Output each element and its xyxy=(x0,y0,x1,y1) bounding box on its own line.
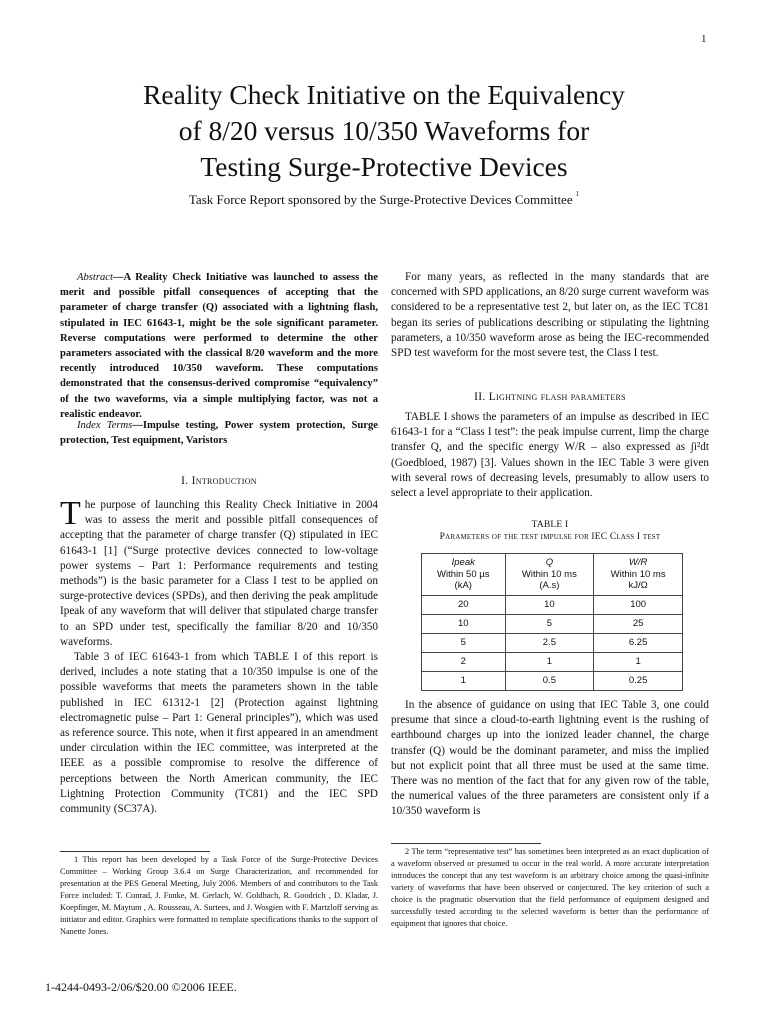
header-ipeak-symbol: Ipeak xyxy=(451,557,475,568)
header-wr-symbol: W/R xyxy=(628,557,648,568)
section-1-paragraph-2: Table 3 of IEC 61643-1 from which TABLE I of this report is derived, includes a note stating that a 10/350 impulse is one of the possible waveforms that meets the parameters shown in the table published in IEC 61312-1 [2] (Protection against lightning electromagnetic pulse – Part 1: General principles”), which was used as reference source. This note, when it first appeared in an amendment under circulation within the IEC committee, was interpreted at the IEEE as a possible compromise to resolve the difference of perceptions between the North American community, the IEC Lightning Protection Community (TC81) and the IEC SPD community (SC37A). xyxy=(60,651,378,816)
section-2-numeral: II. xyxy=(474,391,486,403)
footnote-rule-left xyxy=(60,851,210,852)
subtitle-footnote-mark: 1 xyxy=(575,190,580,198)
title-line-2: of 8/20 versus 10/350 Waveforms for xyxy=(178,115,590,146)
table-header-row xyxy=(422,554,683,596)
header-wr-unit: kJ/Ω xyxy=(628,580,648,591)
footnote-2 xyxy=(391,846,709,930)
table-cell: 1 xyxy=(422,671,506,690)
section-2-title: Lightning flash parameters xyxy=(488,391,626,403)
right-intro xyxy=(391,270,709,361)
footnote-1-text: 1 This report has been developed by a Task Force of the Surge-Protective Devices Committee – Working Group 3.6.4 on Surge Characterization, and recommended for presentation at the PES General Meeting, July 2006. Members of and contributors to the Task Force included: T. Conrad, J. Funke, M. Gerlach, W. Goldbach, R. Goodrich , D. Kladar, J. Koepfinger, M. Maytum , A. Rousseau, A. Surtees, and J. Wosgien with F. Martzloff serving as initiator and editor. Graphics were formatted to template specifications thanks to the support of Nanette Jones. xyxy=(60,855,378,936)
page-number: 1 xyxy=(701,33,707,45)
abstract xyxy=(60,270,378,422)
table-cell: 0.25 xyxy=(594,671,683,690)
table-row xyxy=(422,652,683,671)
table-cell: 5 xyxy=(505,614,594,633)
index-terms-text: —Impulse testing, Power system protection, Surge protection, Test equipment, Varistors xyxy=(60,420,378,447)
section-1-title: Introduction xyxy=(191,475,257,487)
drop-cap: T xyxy=(60,495,81,532)
section-1-heading xyxy=(60,474,378,489)
table-cell: 100 xyxy=(594,595,683,614)
table-row xyxy=(422,614,683,633)
title-line-1: Reality Check Initiative on the Equivalency xyxy=(143,79,625,110)
table-cell: 2.5 xyxy=(505,633,594,652)
header-q-unit: (A.s) xyxy=(539,580,560,591)
table-label: TABLE I xyxy=(531,520,569,530)
header-ipeak-unit: (kA) xyxy=(454,580,472,591)
table-cell: 0.5 xyxy=(505,671,594,690)
header-q-window: Within 10 ms xyxy=(521,568,577,580)
table-cell: 5 xyxy=(422,633,506,652)
table-cell: 2 xyxy=(422,652,506,671)
right-intro-paragraph: For many years, as reflected in the many standards that are concerned with SPD applications, an 8/20 surge current waveform was considered to be a representative test 2, but later on, as the IEC TC81 began its series of publications describing or stipulating the lightning parameters, a 10/350 waveform arose as being the IEC-recommended SPD test waveform for the most severe test, the Class I test. xyxy=(391,271,709,360)
title-line-3: Testing Surge-Protective Devices xyxy=(200,151,568,182)
header-wr xyxy=(594,554,683,596)
copyright-footer: 1-4244-0493-2/06/$20.00 ©2006 IEEE. xyxy=(45,980,237,994)
footnote-rule-right xyxy=(391,843,541,844)
header-q-symbol: Q xyxy=(545,557,554,568)
header-ipeak xyxy=(422,554,506,596)
header-ipeak-window: Within 50 µs xyxy=(437,568,490,580)
index-terms xyxy=(60,418,378,448)
table-caption: Parameters of the test impulse for IEC Class I test xyxy=(439,532,661,542)
table-cell: 10 xyxy=(505,595,594,614)
table-row xyxy=(422,633,683,652)
table-cell: 25 xyxy=(594,614,683,633)
footnote-2-text: 2 The term “representative test” has sometimes been interpreted as an exact duplication of a waveform observed or presumed to occur in the real world. A more accurate interpretation introduces the concept that any test waveform is an arbitrary choice among the quasi-infinite variety of waveforms that have been observed or conjectured. The key criterion of such a choice is the pragmatic observation that the field performance of equipment designed and successfully tested according to the selected waveform is better than the performance of equipment that ignores that choice. xyxy=(391,847,709,928)
section-1-numeral: I. xyxy=(181,475,189,487)
table-row xyxy=(422,671,683,690)
subtitle xyxy=(0,192,768,208)
table-cell: 20 xyxy=(422,595,506,614)
table-row xyxy=(422,595,683,614)
header-q xyxy=(505,554,594,596)
section-1-body xyxy=(60,495,378,817)
abstract-lead: Abstract xyxy=(77,272,113,283)
parameters-table xyxy=(421,553,683,691)
header-wr-window: Within 10 ms xyxy=(610,568,666,580)
footnote-1 xyxy=(60,854,378,938)
index-terms-lead: Index Terms xyxy=(77,420,133,431)
abstract-text: —A Reality Check Initiative was launched to assess the merit and possible pitfall consequences of accepting that the parameter of charge transfer (Q) associated with a lightning flash, stipulated in IEC 61643-1, might be the sole significant parameter. Reverse computations were performed to determine the other parameters associated with the classical 8/20 waveform and the more recently introduced 10/350 waveform. These computations demonstrated that the consensus-derived compromise “equivalency” of the two waveforms, via a simple multiplying factor, was not a realistic endeavor. xyxy=(60,272,378,420)
right-after-table xyxy=(391,698,709,820)
paper-title xyxy=(0,77,768,185)
table-cell: 1 xyxy=(594,652,683,671)
section-2-paragraph-1: TABLE I shows the parameters of an impulse as described in IEC 61643-1 for a “Class I test”: the peak impulse current, Iimp the charge transfer Q, and the specific energy W/R – also expressed as ∫i²dt (Goedbloed, 1987) [3]. Values shown in the IEC Table 3 were given with several rows of decreasing levels, presumably to allow users to select a level appropriate to their application. xyxy=(391,411,709,500)
table-cell: 6.25 xyxy=(594,633,683,652)
section-1-paragraph-1: he purpose of launching this Reality Check Initiative in 2004 was to assess the merit and possible pitfall consequences of accepting that the parameter of charge transfer (Q) stipulated in IEC 61643-1 [1] (“Surge protective devices connected to low-voltage power systems – Part 1: Performance requirements and testing methods”) is the basic parameter for a Class I test to be applied on surge-protective devices (SPDs), and then deriving the peak amplitude Ipeak of any waveform that will deliver that stipulated charge transfer to an SPD under test, specifically the familiar 8/20 and 10/350 waveforms. xyxy=(60,499,378,648)
right-after-table-paragraph: In the absence of guidance on using that IEC Table 3, one could presume that since a cloud-to-earth lightning event is the rushing of earthbound charges up into the ionized leader channel, the charge transfer (Q) would be the dominant parameter, and miss the implied but not explicit point that all three must be used at the same time. There was no mention of the fact that for any given row of the table, the numerical values of the three parameters are consistent only if a 10/350 waveform is xyxy=(391,699,709,818)
subtitle-text: Task Force Report sponsored by the Surge-Protective Devices Committee xyxy=(188,192,573,207)
section-2-body xyxy=(391,410,709,501)
section-2-heading xyxy=(391,390,709,405)
table-cell: 10 xyxy=(422,614,506,633)
table-cell: 1 xyxy=(505,652,594,671)
